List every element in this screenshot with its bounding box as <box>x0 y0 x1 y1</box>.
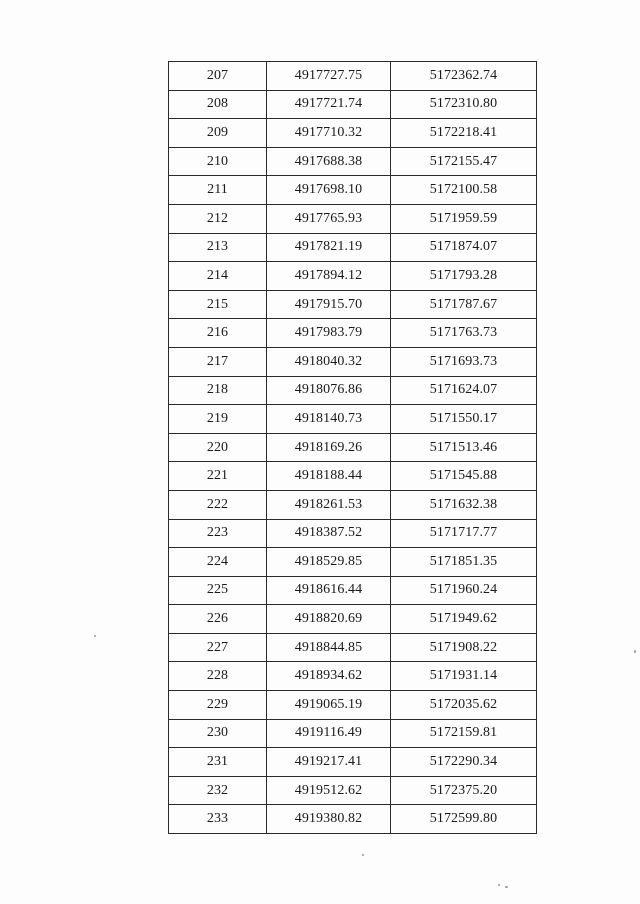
point-number-cell: 232 <box>169 776 267 805</box>
point-number-cell: 228 <box>169 662 267 691</box>
x-coordinate-cell: 4918387.52 <box>267 519 391 548</box>
y-coordinate-cell: 5171763.73 <box>391 319 537 348</box>
table-row <box>169 347 537 376</box>
y-coordinate-cell: 5171632.38 <box>391 490 537 519</box>
point-number-cell: 219 <box>169 405 267 434</box>
y-coordinate-cell: 5171959.59 <box>391 204 537 233</box>
point-number-cell: 213 <box>169 233 267 262</box>
x-coordinate-cell: 4917721.74 <box>267 90 391 119</box>
point-number-cell: 230 <box>169 719 267 748</box>
point-number-cell: 218 <box>169 376 267 405</box>
table-row <box>169 262 537 291</box>
x-coordinate-cell: 4918169.26 <box>267 433 391 462</box>
x-coordinate-cell: 4918188.44 <box>267 462 391 491</box>
point-number-cell: 212 <box>169 204 267 233</box>
table-row <box>169 233 537 262</box>
y-coordinate-cell: 5172310.80 <box>391 90 537 119</box>
x-coordinate-cell: 4919116.49 <box>267 719 391 748</box>
y-coordinate-cell: 5172159.81 <box>391 719 537 748</box>
table-row <box>169 290 537 319</box>
point-number-cell: 217 <box>169 347 267 376</box>
x-coordinate-cell: 4919065.19 <box>267 691 391 720</box>
x-coordinate-cell: 4917710.32 <box>267 119 391 148</box>
y-coordinate-cell: 5172599.80 <box>391 805 537 834</box>
table-row <box>169 405 537 434</box>
point-number-cell: 221 <box>169 462 267 491</box>
table-row <box>169 748 537 777</box>
point-number-cell: 211 <box>169 176 267 205</box>
table-row <box>169 62 537 91</box>
y-coordinate-cell: 5171793.28 <box>391 262 537 291</box>
scan-speck <box>94 635 96 637</box>
y-coordinate-cell: 5172362.74 <box>391 62 537 91</box>
x-coordinate-cell: 4917894.12 <box>267 262 391 291</box>
y-coordinate-cell: 5171908.22 <box>391 633 537 662</box>
x-coordinate-cell: 4918140.73 <box>267 405 391 434</box>
table-row <box>169 319 537 348</box>
scan-speck <box>498 884 500 886</box>
x-coordinate-cell: 4919512.62 <box>267 776 391 805</box>
x-coordinate-cell: 4919380.82 <box>267 805 391 834</box>
table-row <box>169 176 537 205</box>
point-number-cell: 214 <box>169 262 267 291</box>
table-row <box>169 548 537 577</box>
table-row <box>169 662 537 691</box>
point-number-cell: 224 <box>169 548 267 577</box>
point-number-cell: 216 <box>169 319 267 348</box>
x-coordinate-cell: 4919217.41 <box>267 748 391 777</box>
x-coordinate-cell: 4917765.93 <box>267 204 391 233</box>
point-number-cell: 231 <box>169 748 267 777</box>
y-coordinate-cell: 5172035.62 <box>391 691 537 720</box>
table-row <box>169 805 537 834</box>
x-coordinate-cell: 4918529.85 <box>267 548 391 577</box>
table-row <box>169 691 537 720</box>
x-coordinate-cell: 4918934.62 <box>267 662 391 691</box>
scan-speck <box>505 886 508 888</box>
y-coordinate-cell: 5171949.62 <box>391 605 537 634</box>
x-coordinate-cell: 4917688.38 <box>267 147 391 176</box>
table-row <box>169 776 537 805</box>
y-coordinate-cell: 5171545.88 <box>391 462 537 491</box>
point-number-cell: 227 <box>169 633 267 662</box>
point-number-cell: 209 <box>169 119 267 148</box>
point-number-cell: 208 <box>169 90 267 119</box>
x-coordinate-cell: 4918076.86 <box>267 376 391 405</box>
y-coordinate-cell: 5171931.14 <box>391 662 537 691</box>
table-row <box>169 119 537 148</box>
table-row <box>169 433 537 462</box>
y-coordinate-cell: 5171513.46 <box>391 433 537 462</box>
x-coordinate-cell: 4917727.75 <box>267 62 391 91</box>
point-number-cell: 220 <box>169 433 267 462</box>
point-number-cell: 233 <box>169 805 267 834</box>
y-coordinate-cell: 5172100.58 <box>391 176 537 205</box>
y-coordinate-cell: 5171624.07 <box>391 376 537 405</box>
point-number-cell: 225 <box>169 576 267 605</box>
point-number-cell: 226 <box>169 605 267 634</box>
table-row <box>169 376 537 405</box>
table-row <box>169 204 537 233</box>
table-row <box>169 605 537 634</box>
x-coordinate-cell: 4918616.44 <box>267 576 391 605</box>
y-coordinate-cell: 5171960.24 <box>391 576 537 605</box>
point-number-cell: 207 <box>169 62 267 91</box>
x-coordinate-cell: 4917915.70 <box>267 290 391 319</box>
y-coordinate-cell: 5171787.67 <box>391 290 537 319</box>
x-coordinate-cell: 4917983.79 <box>267 319 391 348</box>
y-coordinate-cell: 5171851.35 <box>391 548 537 577</box>
y-coordinate-cell: 5171550.17 <box>391 405 537 434</box>
coordinates-table-body <box>169 62 537 834</box>
table-row <box>169 490 537 519</box>
x-coordinate-cell: 4917821.19 <box>267 233 391 262</box>
table-row <box>169 90 537 119</box>
x-coordinate-cell: 4918820.69 <box>267 605 391 634</box>
scan-speck <box>362 854 364 856</box>
x-coordinate-cell: 4918261.53 <box>267 490 391 519</box>
point-number-cell: 223 <box>169 519 267 548</box>
x-coordinate-cell: 4918844.85 <box>267 633 391 662</box>
table-row <box>169 519 537 548</box>
point-number-cell: 229 <box>169 691 267 720</box>
point-number-cell: 210 <box>169 147 267 176</box>
table-row <box>169 576 537 605</box>
scan-speck <box>634 650 636 653</box>
coordinates-table <box>168 61 537 834</box>
y-coordinate-cell: 5172218.41 <box>391 119 537 148</box>
x-coordinate-cell: 4917698.10 <box>267 176 391 205</box>
point-number-cell: 215 <box>169 290 267 319</box>
point-number-cell: 222 <box>169 490 267 519</box>
table-row <box>169 462 537 491</box>
y-coordinate-cell: 5171693.73 <box>391 347 537 376</box>
x-coordinate-cell: 4918040.32 <box>267 347 391 376</box>
y-coordinate-cell: 5171874.07 <box>391 233 537 262</box>
y-coordinate-cell: 5172375.20 <box>391 776 537 805</box>
y-coordinate-cell: 5171717.77 <box>391 519 537 548</box>
y-coordinate-cell: 5172290.34 <box>391 748 537 777</box>
table-row <box>169 719 537 748</box>
table-row <box>169 633 537 662</box>
table-row <box>169 147 537 176</box>
y-coordinate-cell: 5172155.47 <box>391 147 537 176</box>
